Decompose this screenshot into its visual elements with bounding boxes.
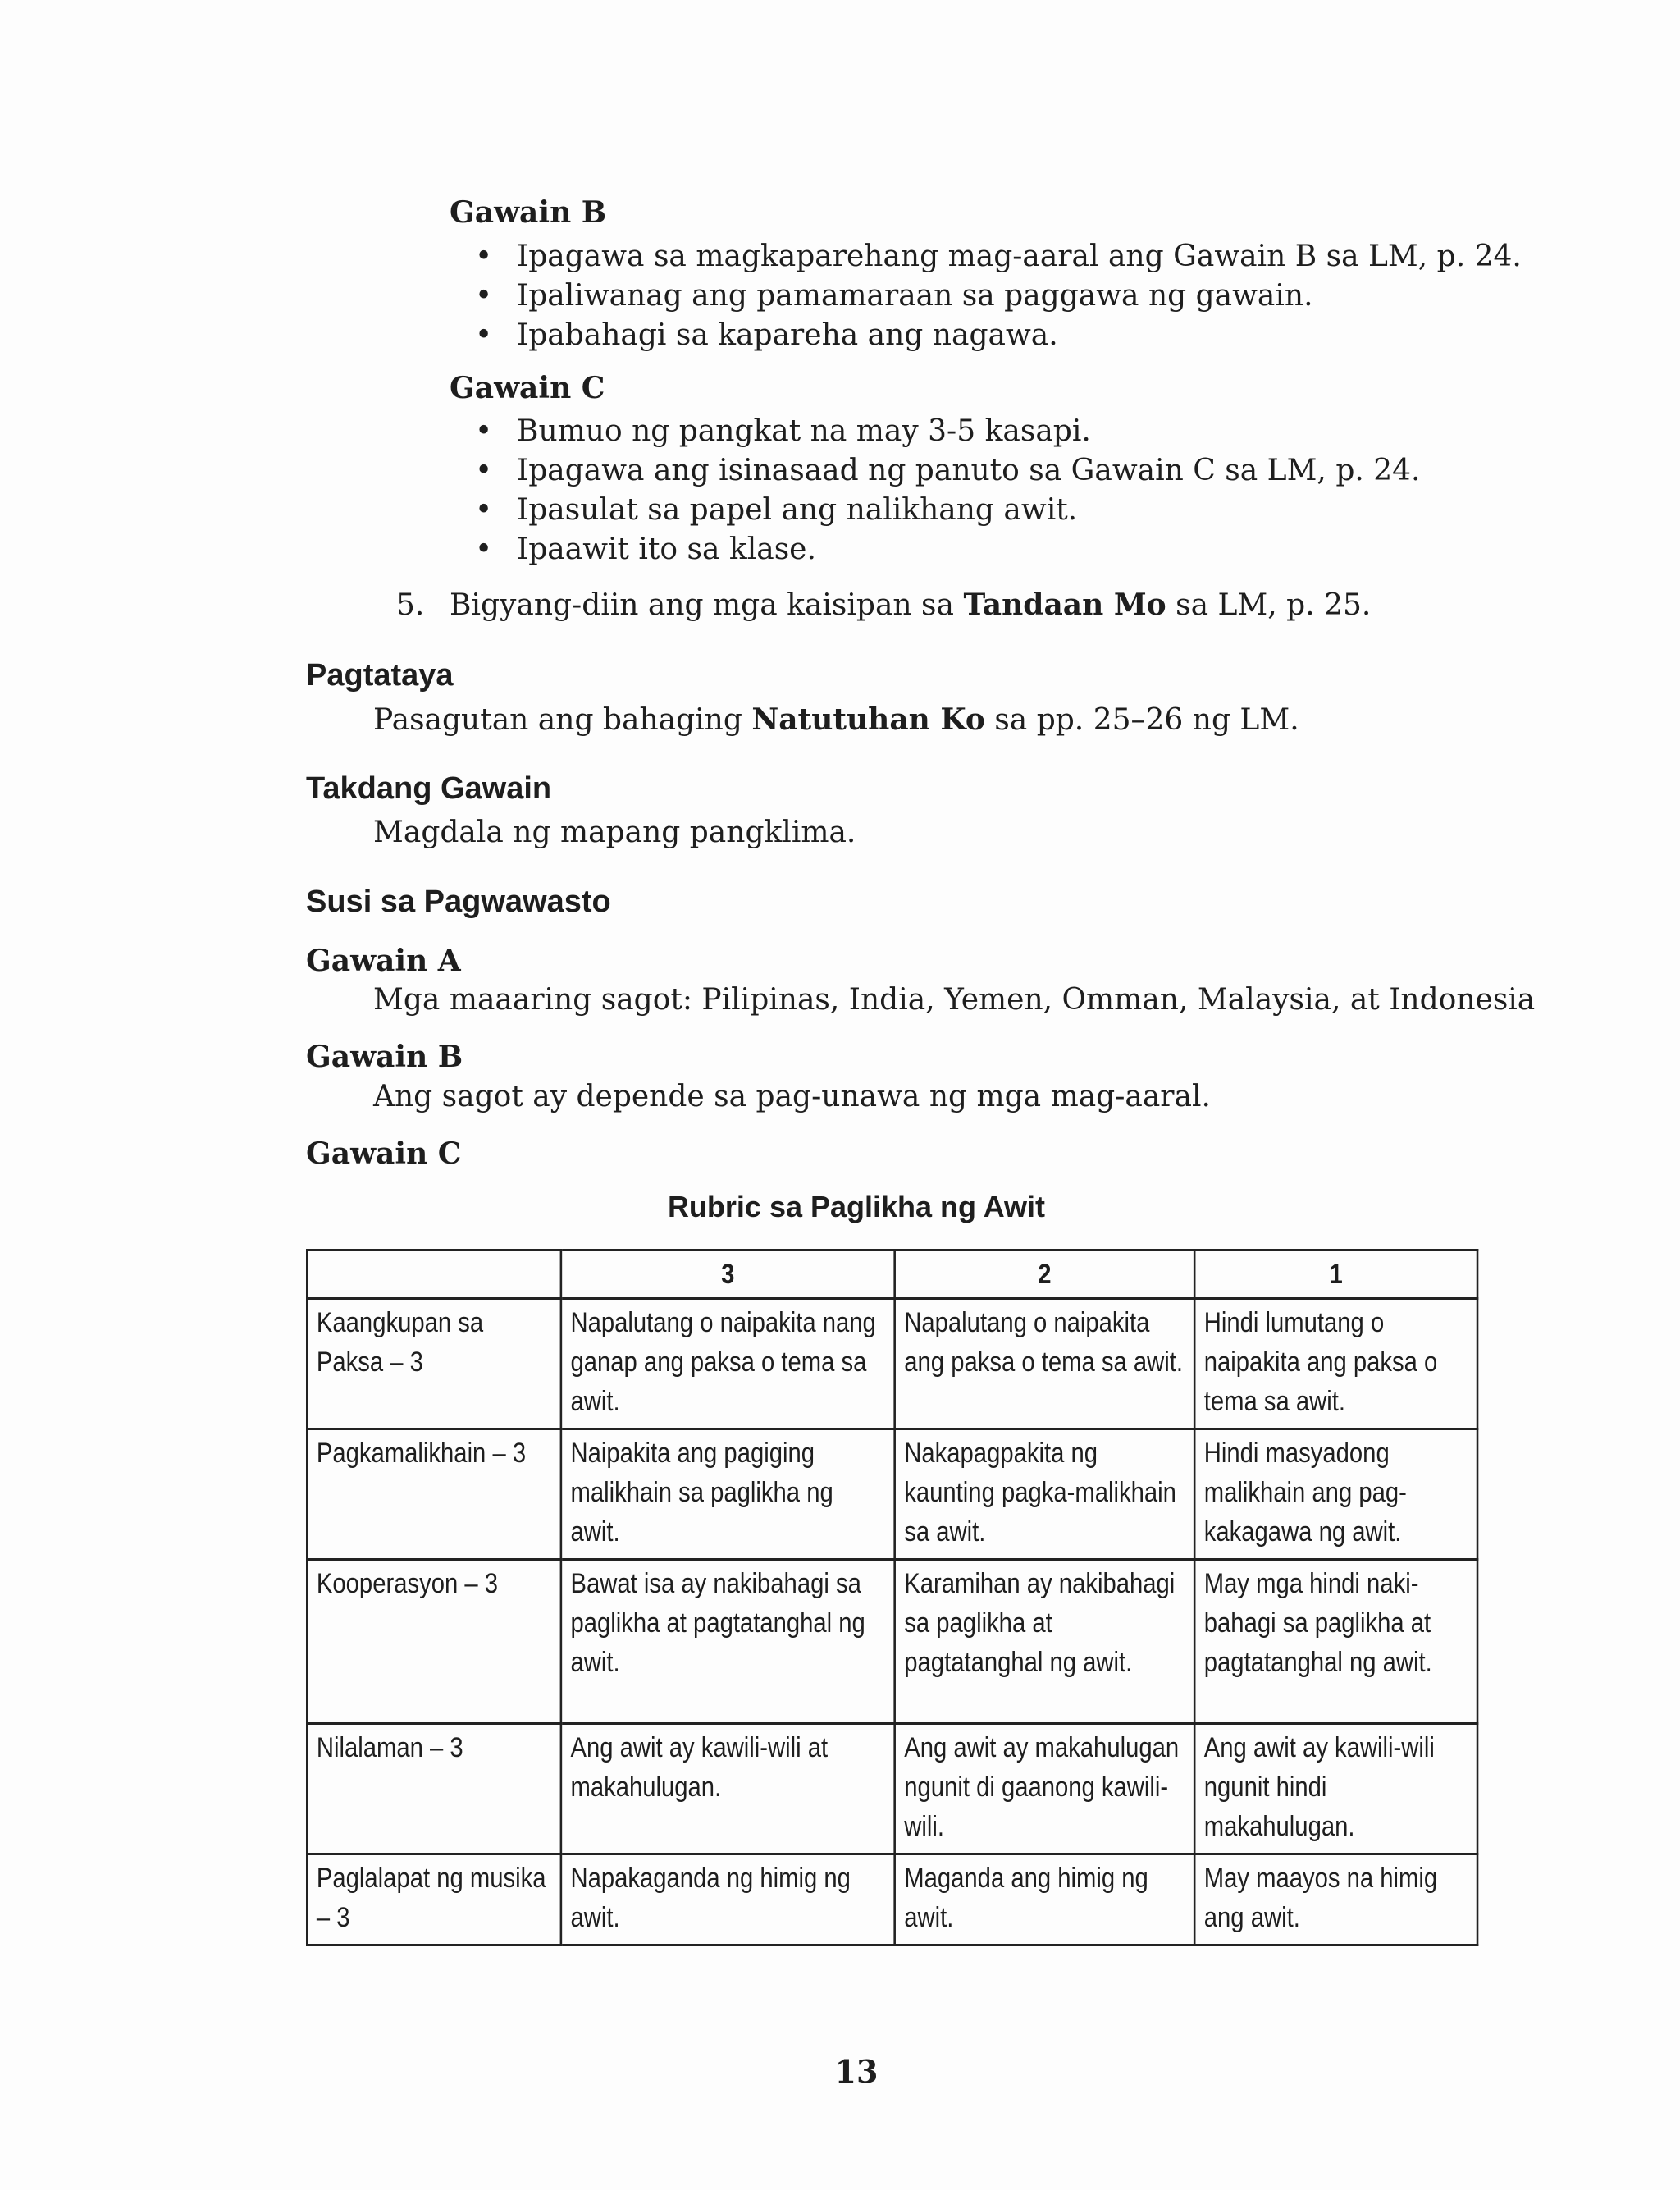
table-cell: Bawat isa ay nakibahagi sa paglikha at pagtatanghal ng awit. xyxy=(561,1560,895,1724)
header-score-1: 1 xyxy=(1194,1250,1477,1299)
header-criteria xyxy=(307,1250,561,1299)
bullet-icon: • xyxy=(475,414,493,448)
step-number: 5. xyxy=(396,588,425,622)
table-row xyxy=(307,1560,1477,1724)
susi-gawain-c-heading: Gawain C xyxy=(306,1136,462,1171)
table-cell: Hindi lumutang o naipakita ang paksa o tema sa awit. xyxy=(1194,1299,1477,1429)
step-5: 5. Bigyang-diin ang mga kaisipan sa Tandaan Mo sa LM, p. 25. xyxy=(396,588,1372,622)
criteria-cell: Kooperasyon – 3 xyxy=(307,1560,561,1724)
table-cell: Napakaganda ng himig ng awit. xyxy=(561,1854,895,1945)
table-cell: Ang awit ay kawili-wili ngunit hindi makahulugan. xyxy=(1194,1724,1477,1854)
pagtataya-text: Pasagutan ang bahaging Natutuhan Ko sa pp. 25–26 ng LM. xyxy=(373,702,1299,737)
bullet-icon: • xyxy=(475,493,493,527)
natutuhan-ko-ref: Natutuhan Ko xyxy=(751,702,985,737)
criteria-cell: Kaangkupan sa Paksa – 3 xyxy=(307,1299,561,1429)
bullet-icon: • xyxy=(475,454,493,487)
susi-gawain-a-text: Mga maaaring sagot: Pilipinas, India, Yemen, Omman, Malaysia, at Indonesia xyxy=(373,983,1536,1017)
list-item: • Ipaawit ito sa klase. xyxy=(472,530,1538,569)
page-number: 13 xyxy=(834,2053,879,2090)
header-score-2: 2 xyxy=(895,1250,1195,1299)
header-score-3: 3 xyxy=(561,1250,895,1299)
gawain-c-list xyxy=(472,412,1538,569)
gawain-b-list xyxy=(472,237,1538,355)
list-item: • Ipabahagi sa kapareha ang nagawa. xyxy=(472,316,1538,355)
criteria-cell: Pagkamalikhain – 3 xyxy=(307,1429,561,1560)
table-row xyxy=(307,1299,1477,1429)
bullet-icon: • xyxy=(475,533,493,566)
tandaan-mo-ref: Tandaan Mo xyxy=(963,588,1166,622)
susi-gawain-b-text: Ang sagot ay depende sa pag-unawa ng mga mag-aaral. xyxy=(373,1080,1211,1113)
list-item: • Bumuo ng pangkat na may 3-5 kasapi. xyxy=(472,412,1538,451)
table-cell: Maganda ang himig ng awit. xyxy=(895,1854,1195,1945)
table-cell: May mga hindi naki-bahagi sa paglikha at pagtatanghal ng awit. xyxy=(1194,1560,1477,1724)
bullet-icon: • xyxy=(475,318,493,352)
table-row xyxy=(307,1429,1477,1560)
criteria-cell: Paglalapat ng musika – 3 xyxy=(307,1854,561,1945)
rubric-caption: Rubric sa Paglikha ng Awit xyxy=(667,1190,1046,1223)
criteria-cell: Nilalaman – 3 xyxy=(307,1724,561,1854)
list-item: • Ipaliwanag ang pamamaraan sa paggawa ng gawain. xyxy=(472,277,1538,316)
susi-gawain-a-heading: Gawain A xyxy=(306,944,461,978)
susi-gawain-b-heading: Gawain B xyxy=(306,1040,463,1074)
table-cell: Napalutang o naipakita ang paksa o tema sa awit. xyxy=(895,1299,1195,1429)
table-cell: Nakapagpakita ng kaunting pagka-malikhain sa awit. xyxy=(895,1429,1195,1560)
gawain-b-heading: Gawain B xyxy=(450,195,607,230)
table-cell: Napalutang o naipakita nang ganap ang paksa o tema sa awit. xyxy=(561,1299,895,1429)
table-cell: Ang awit ay kawili-wili at makahulugan. xyxy=(561,1724,895,1854)
takdang-gawain-text: Magdala ng mapang pangklima. xyxy=(373,816,856,849)
list-item: • Ipasulat sa papel ang nalikhang awit. xyxy=(472,491,1538,530)
table-header-row xyxy=(307,1250,1477,1299)
table-cell: Karamihan ay nakibahagi sa paglikha at pagtatanghal ng awit. xyxy=(895,1560,1195,1724)
table-row xyxy=(307,1724,1477,1854)
gawain-c-heading: Gawain C xyxy=(450,371,605,405)
takdang-gawain-heading: Takdang Gawain xyxy=(306,771,552,806)
bullet-icon: • xyxy=(475,279,493,313)
susi-heading: Susi sa Pagwawasto xyxy=(306,885,611,919)
table-cell: May maayos na himig ang awit. xyxy=(1194,1854,1477,1945)
pagtataya-heading: Pagtataya xyxy=(306,658,454,693)
rubric-table xyxy=(306,1249,1478,1946)
table-cell: Hindi masyadong malikhain ang pag-kakagawa ng awit. xyxy=(1194,1429,1477,1560)
table-cell: Naipakita ang pagiging malikhain sa paglikha ng awit. xyxy=(561,1429,895,1560)
table-cell: Ang awit ay makahulugan ngunit di gaanong kawili-wili. xyxy=(895,1724,1195,1854)
list-item: • Ipagawa ang isinasaad ng panuto sa Gawain C sa LM, p. 24. xyxy=(472,451,1538,491)
table-row xyxy=(307,1854,1477,1945)
bullet-icon: • xyxy=(475,240,493,273)
list-item: • Ipagawa sa magkaparehang mag-aaral ang Gawain B sa LM, p. 24. xyxy=(472,237,1538,277)
